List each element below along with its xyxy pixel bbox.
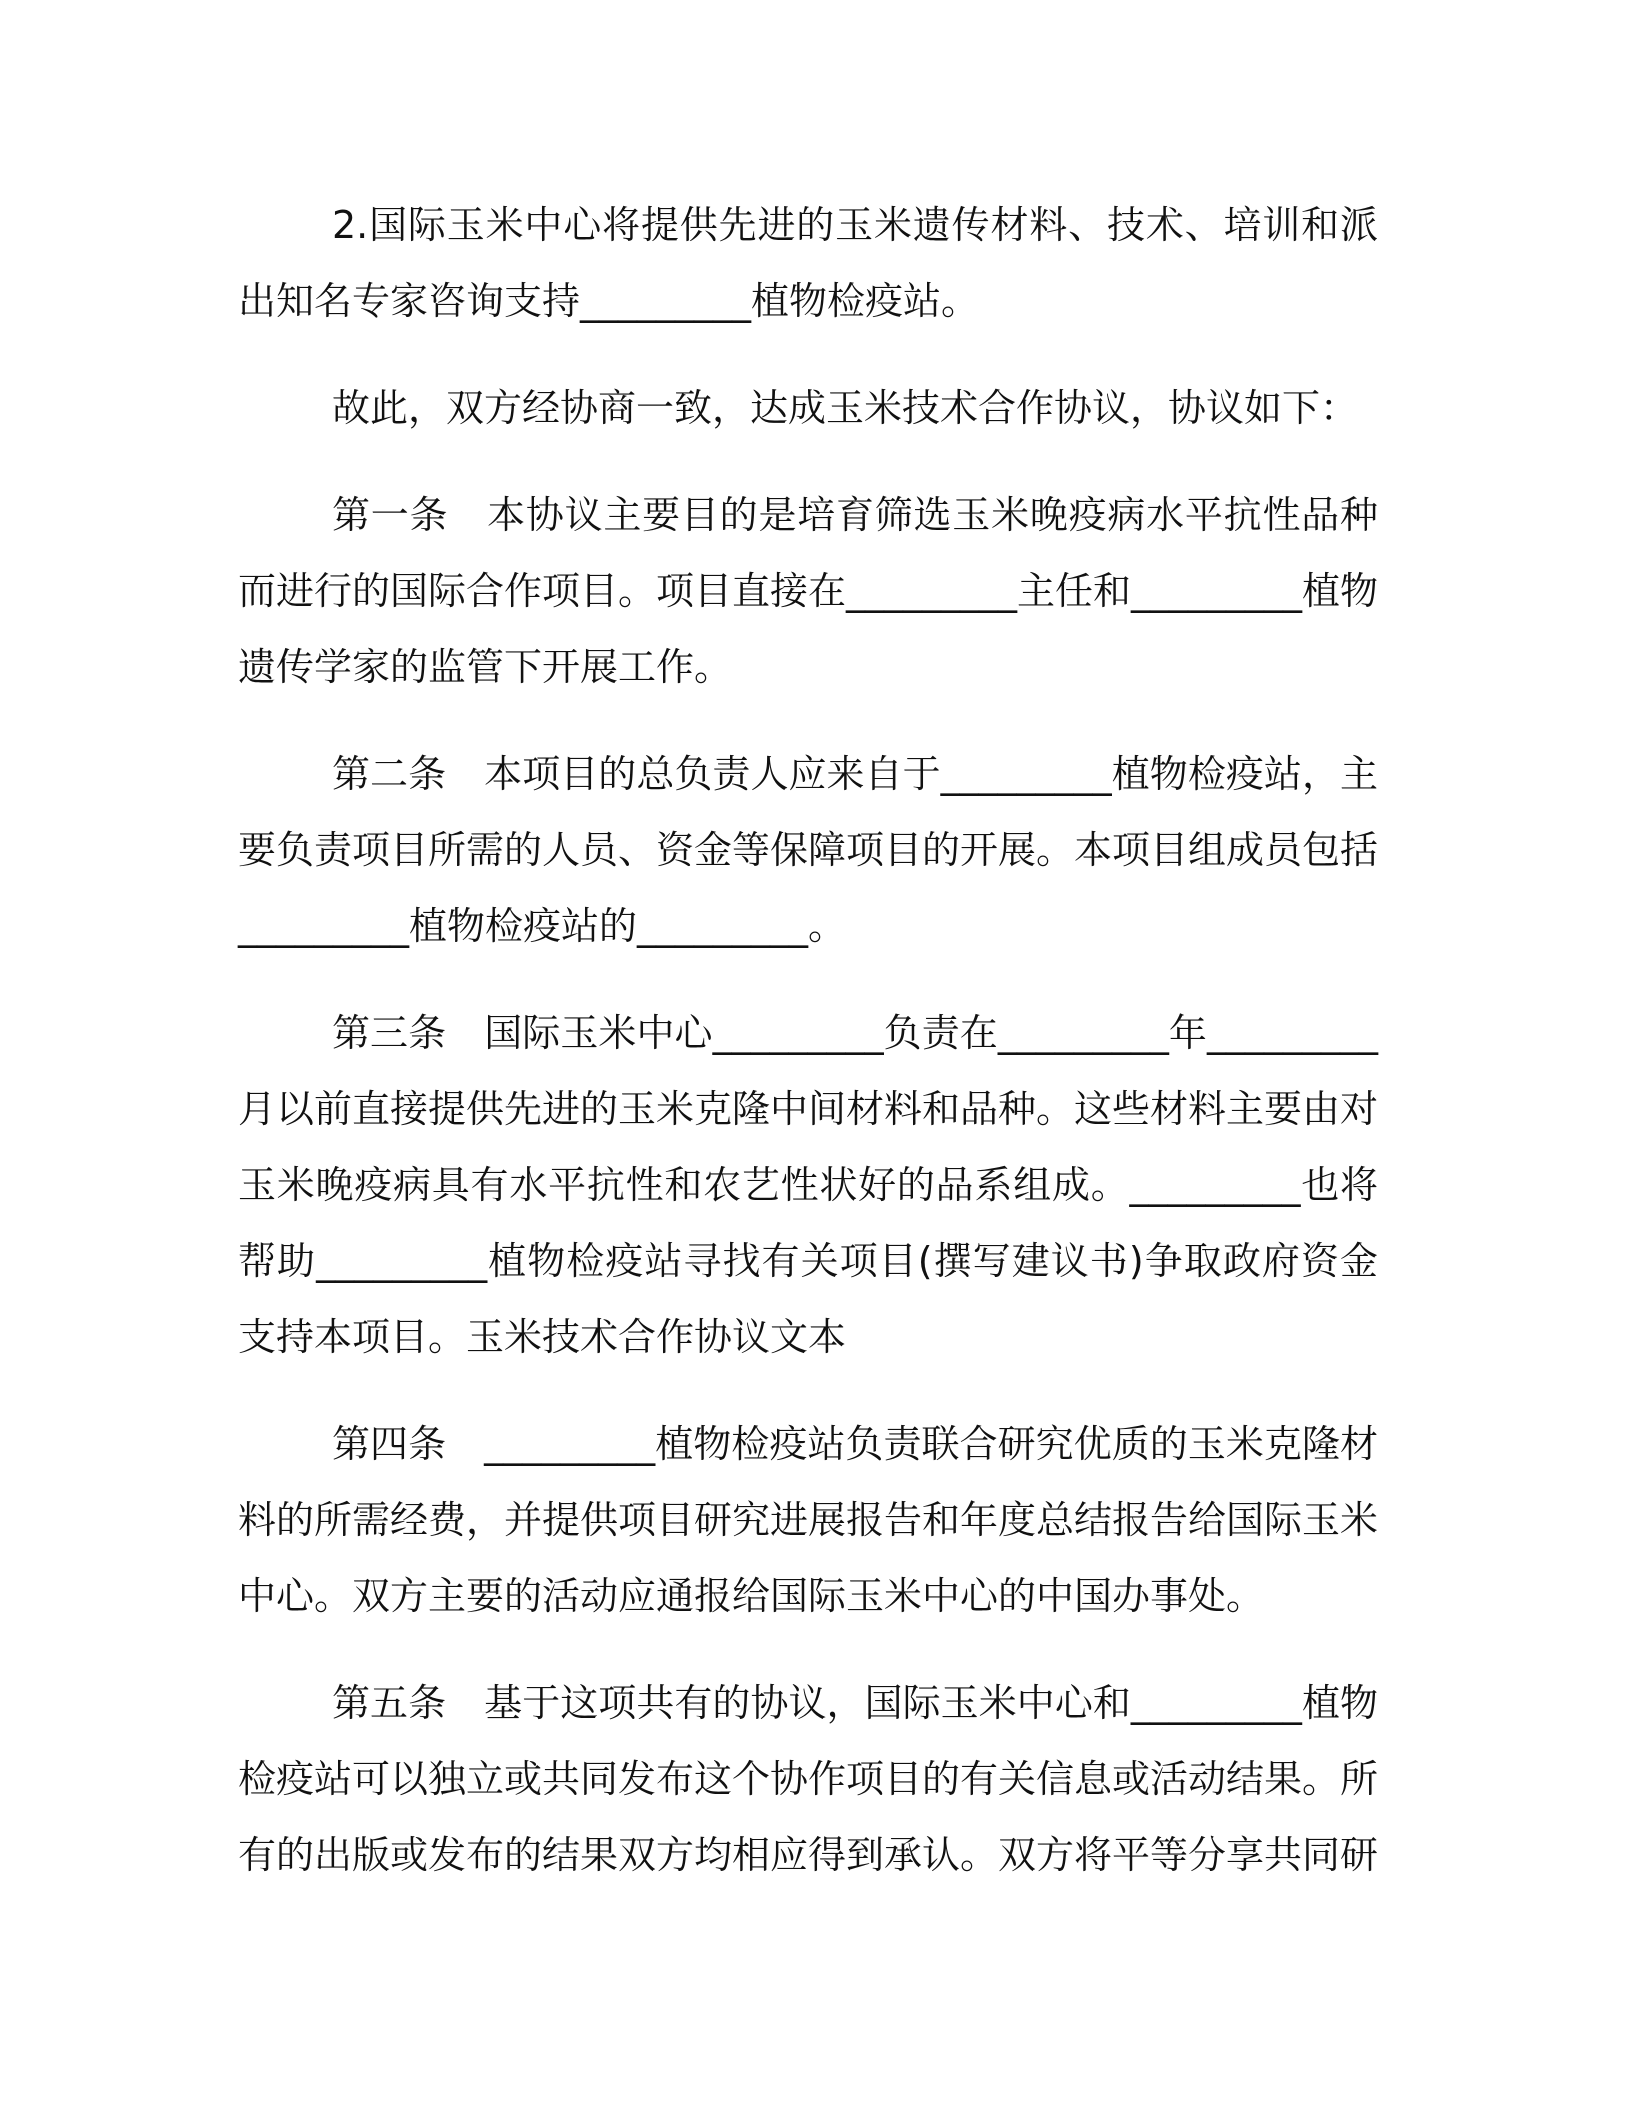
- paragraph-intro-item-2: 2.国际玉米中心将提供先进的玉米遗传材料、技术、培训和派出知名专家咨询支持_________植物检疫站。: [238, 203, 1378, 323]
- paragraph-article-5: 第五条 基于这项共有的协议，国际玉米中心和_________植物检疫站可以独立或共同发布这个协作项目的有关信息或活动结果。所有的出版或发布的结果双方均相应得到承认。双方将平等分享共同研: [238, 1681, 1379, 1877]
- paragraph-agreement-preamble: 故此，双方经协商一致，达成玉米技术合作协议，协议如下：: [332, 386, 1359, 430]
- paragraph-article-3: 第三条 国际玉米中心_________负责在_________年_________月以前直接提供先进的玉米克隆中间材料和品种。这些材料主要由对玉米晚疫病具有水平抗性和农艺性状好的品系组成。_________也将帮助_________植物检疫站寻找有关项目(撰写建议书)争取政府资金支持本项目。玉米技术合作协议文本: [238, 1011, 1379, 1359]
- paragraph-article-2: 第二条 本项目的总负责人应来自于_________植物检疫站，主要负责项目所需的人员、资金等保障项目的开展。本项目组成员包括_________植物检疫站的_________。: [238, 752, 1379, 948]
- paragraph-article-1: 第一条 本协议主要目的是培育筛选玉米晚疫病水平抗性品种而进行的国际合作项目。项目直接在_________主任和_________植物遗传学家的监管下开展工作。: [238, 493, 1379, 689]
- paragraph-article-4: 第四条 _________植物检疫站负责联合研究优质的玉米克隆材料的所需经费，并提供项目研究进展报告和年度总结报告给国际玉米中心。双方主要的活动应通报给国际玉米中心的中国办事处。: [238, 1422, 1379, 1618]
- document-body: [238, 187, 1378, 1924]
